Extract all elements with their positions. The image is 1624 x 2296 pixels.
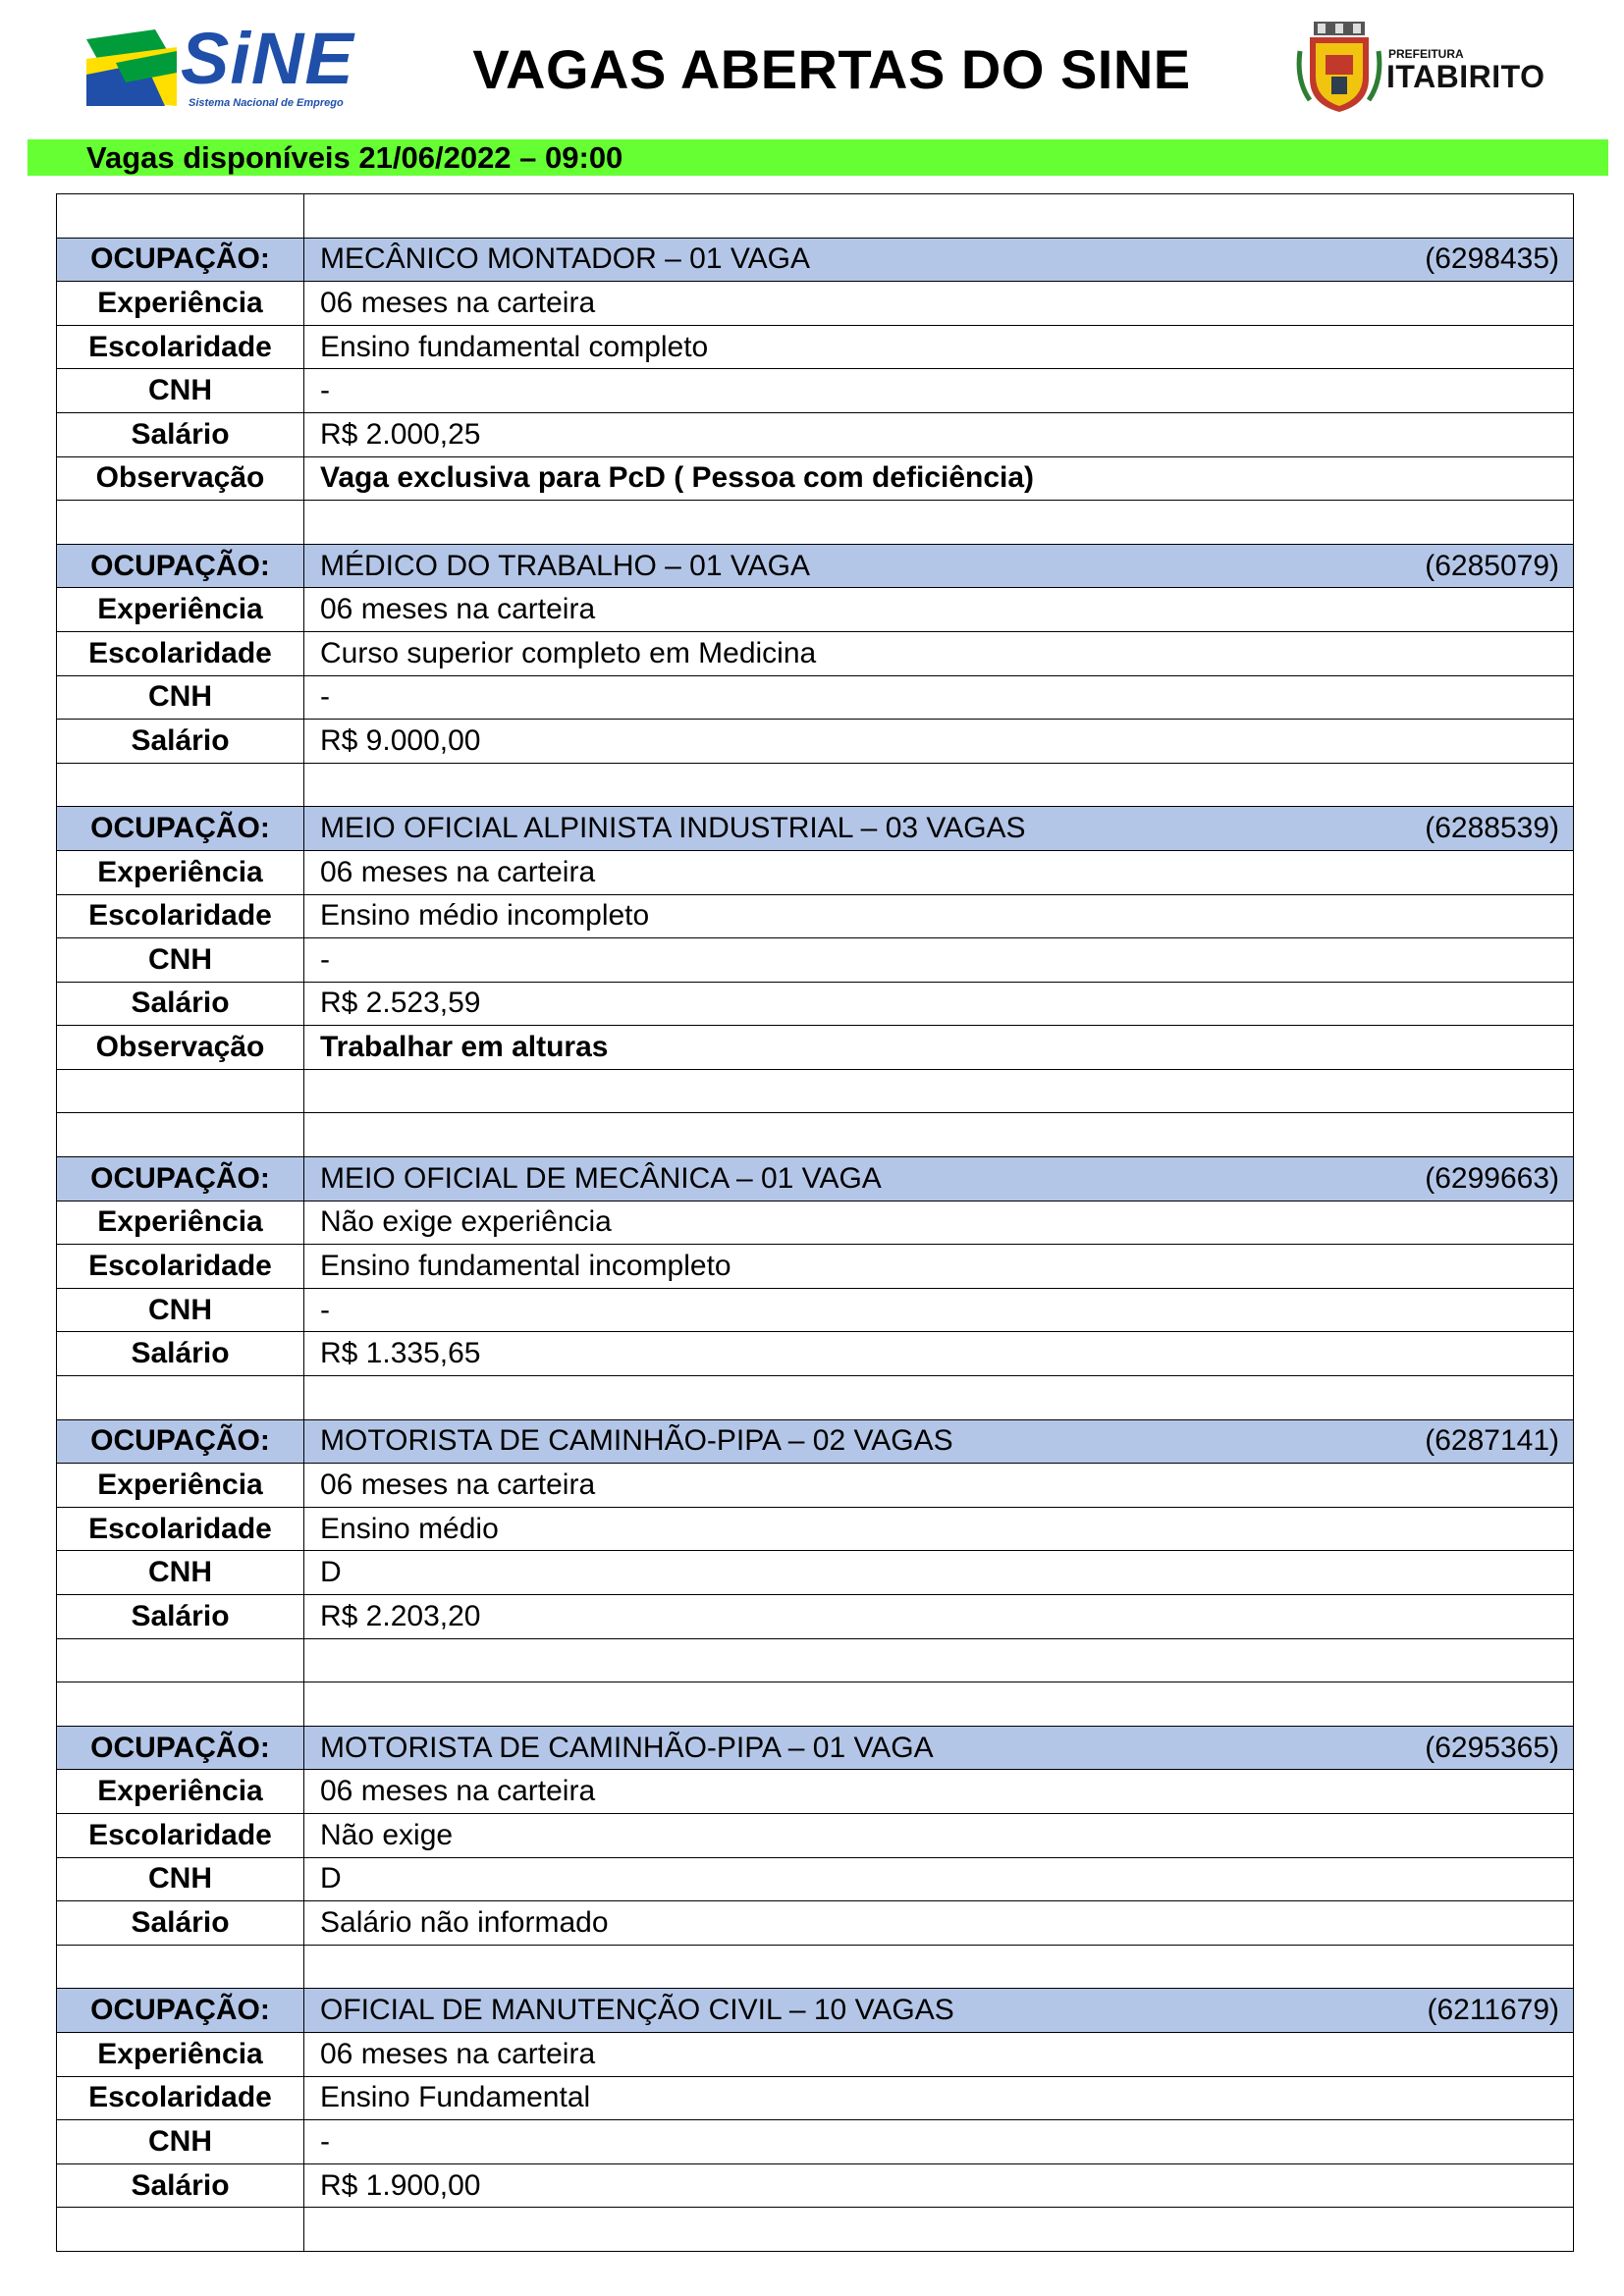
job-code: (6298435) bbox=[1425, 242, 1559, 276]
experience-row bbox=[57, 850, 1574, 894]
salary-label: Salário bbox=[57, 1595, 304, 1639]
education-value: Curso superior completo em Medicina bbox=[304, 631, 1574, 675]
spacer-row bbox=[57, 1638, 1574, 1682]
occupation-label: OCUPAÇÃO: bbox=[57, 544, 304, 588]
cnh-row bbox=[57, 1551, 1574, 1595]
salary-value: Salário não informado bbox=[304, 1901, 1574, 1946]
spacer-row bbox=[57, 501, 1574, 545]
experience-row bbox=[57, 588, 1574, 632]
cnh-value: - bbox=[304, 938, 1574, 983]
occupation-row bbox=[57, 807, 1574, 851]
occupation-cell bbox=[304, 807, 1574, 851]
education-row bbox=[57, 631, 1574, 675]
cnh-value: - bbox=[304, 1288, 1574, 1332]
job-code: (6299663) bbox=[1425, 1161, 1559, 1195]
education-label: Escolaridade bbox=[57, 1813, 304, 1857]
occupation-row bbox=[57, 1989, 1574, 2033]
cnh-value: - bbox=[304, 2120, 1574, 2164]
experience-label: Experiência bbox=[57, 1464, 304, 1508]
note-row bbox=[57, 456, 1574, 501]
experience-row bbox=[57, 2032, 1574, 2076]
experience-value: 06 meses na carteira bbox=[304, 850, 1574, 894]
occupation-label: OCUPAÇÃO: bbox=[57, 238, 304, 282]
salary-value: R$ 2.000,25 bbox=[304, 412, 1574, 456]
salary-row bbox=[57, 982, 1574, 1026]
job-title: MÉDICO DO TRABALHO – 01 VAGA bbox=[320, 549, 811, 582]
note-row bbox=[57, 1026, 1574, 1070]
education-value: Ensino fundamental incompleto bbox=[304, 1245, 1574, 1289]
salary-row bbox=[57, 2163, 1574, 2208]
education-row bbox=[57, 325, 1574, 369]
education-label: Escolaridade bbox=[57, 325, 304, 369]
job-title: MECÂNICO MONTADOR – 01 VAGA bbox=[320, 242, 810, 276]
experience-label: Experiência bbox=[57, 1201, 304, 1245]
note-value: Trabalhar em alturas bbox=[304, 1026, 1574, 1070]
education-label: Escolaridade bbox=[57, 1245, 304, 1289]
note-label: Observação bbox=[57, 456, 304, 501]
education-value: Ensino Fundamental bbox=[304, 2076, 1574, 2120]
job-title: MOTORISTA DE CAMINHÃO-PIPA – 02 VAGAS bbox=[320, 1424, 953, 1458]
education-label: Escolaridade bbox=[57, 2076, 304, 2120]
experience-row bbox=[57, 282, 1574, 326]
cnh-label: CNH bbox=[57, 1857, 304, 1901]
experience-value: 06 meses na carteira bbox=[304, 1464, 1574, 1508]
job-title: MOTORISTA DE CAMINHÃO-PIPA – 01 VAGA bbox=[320, 1731, 934, 1764]
spacer-row bbox=[57, 1069, 1574, 1113]
education-label: Escolaridade bbox=[57, 894, 304, 938]
salary-label: Salário bbox=[57, 1332, 304, 1376]
occupation-label: OCUPAÇÃO: bbox=[57, 1989, 304, 2033]
occupation-row bbox=[57, 1726, 1574, 1770]
education-row bbox=[57, 1245, 1574, 1289]
spacer-row bbox=[57, 1376, 1574, 1420]
cnh-label: CNH bbox=[57, 675, 304, 720]
cnh-value: - bbox=[304, 675, 1574, 720]
page-header bbox=[0, 0, 1624, 137]
salary-label: Salário bbox=[57, 2163, 304, 2208]
experience-value: 06 meses na carteira bbox=[304, 588, 1574, 632]
note-value: Vaga exclusiva para PcD ( Pessoa com deficiência) bbox=[304, 456, 1574, 501]
salary-label: Salário bbox=[57, 412, 304, 456]
education-row bbox=[57, 1813, 1574, 1857]
cnh-label: CNH bbox=[57, 2120, 304, 2164]
occupation-row bbox=[57, 1419, 1574, 1464]
experience-value: Não exige experiência bbox=[304, 1201, 1574, 1245]
cnh-row bbox=[57, 1288, 1574, 1332]
salary-value: R$ 9.000,00 bbox=[304, 720, 1574, 764]
occupation-label: OCUPAÇÃO: bbox=[57, 807, 304, 851]
salary-row bbox=[57, 1332, 1574, 1376]
prefeitura-label: PREFEITURA bbox=[1388, 47, 1464, 61]
occupation-row bbox=[57, 1157, 1574, 1201]
education-value: Ensino médio incompleto bbox=[304, 894, 1574, 938]
cnh-row bbox=[57, 2120, 1574, 2164]
experience-label: Experiência bbox=[57, 282, 304, 326]
job-code: (6287141) bbox=[1425, 1424, 1559, 1458]
experience-value: 06 meses na carteira bbox=[304, 1770, 1574, 1814]
job-title: MEIO OFICIAL DE MECÂNICA – 01 VAGA bbox=[320, 1161, 882, 1195]
cnh-value: - bbox=[304, 369, 1574, 413]
cnh-row bbox=[57, 1857, 1574, 1901]
job-listings-table bbox=[56, 193, 1574, 2252]
job-code: (6288539) bbox=[1425, 812, 1559, 845]
prefeitura-name: ITABIRITO bbox=[1386, 59, 1545, 94]
occupation-row bbox=[57, 544, 1574, 588]
experience-label: Experiência bbox=[57, 1770, 304, 1814]
occupation-row bbox=[57, 238, 1574, 282]
cnh-label: CNH bbox=[57, 1288, 304, 1332]
occupation-cell bbox=[304, 1157, 1574, 1201]
experience-value: 06 meses na carteira bbox=[304, 282, 1574, 326]
education-row bbox=[57, 1507, 1574, 1551]
cnh-row bbox=[57, 938, 1574, 983]
education-row bbox=[57, 2076, 1574, 2120]
job-code: (6211679) bbox=[1427, 1994, 1559, 2027]
coat-of-arms-icon bbox=[1296, 22, 1382, 116]
occupation-label: OCUPAÇÃO: bbox=[57, 1157, 304, 1201]
cnh-label: CNH bbox=[57, 369, 304, 413]
spacer-row bbox=[57, 194, 1574, 239]
salary-label: Salário bbox=[57, 982, 304, 1026]
occupation-cell bbox=[304, 544, 1574, 588]
job-title: OFICIAL DE MANUTENÇÃO CIVIL – 10 VAGAS bbox=[320, 1994, 954, 2027]
education-value: Não exige bbox=[304, 1813, 1574, 1857]
note-label: Observação bbox=[57, 1026, 304, 1070]
sine-logo-subtitle: Sistema Nacional de Emprego bbox=[189, 97, 344, 109]
cnh-value: D bbox=[304, 1857, 1574, 1901]
occupation-label: OCUPAÇÃO: bbox=[57, 1419, 304, 1464]
occupation-cell bbox=[304, 1989, 1574, 2033]
occupation-cell bbox=[304, 1419, 1574, 1464]
experience-label: Experiência bbox=[57, 2032, 304, 2076]
education-value: Ensino fundamental completo bbox=[304, 325, 1574, 369]
job-title: MEIO OFICIAL ALPINISTA INDUSTRIAL – 03 VAGAS bbox=[320, 812, 1026, 845]
spacer-row bbox=[57, 1113, 1574, 1157]
salary-value: R$ 2.203,20 bbox=[304, 1595, 1574, 1639]
salary-row bbox=[57, 1901, 1574, 1946]
prefeitura-logo bbox=[1296, 22, 1545, 116]
spacer-row bbox=[57, 1682, 1574, 1727]
salary-label: Salário bbox=[57, 720, 304, 764]
experience-label: Experiência bbox=[57, 588, 304, 632]
spacer-row bbox=[57, 763, 1574, 807]
experience-row bbox=[57, 1464, 1574, 1508]
salary-row bbox=[57, 720, 1574, 764]
salary-value: R$ 2.523,59 bbox=[304, 982, 1574, 1026]
spacer-row bbox=[57, 2208, 1574, 2252]
education-value: Ensino médio bbox=[304, 1507, 1574, 1551]
experience-row bbox=[57, 1770, 1574, 1814]
salary-row bbox=[57, 412, 1574, 456]
cnh-row bbox=[57, 675, 1574, 720]
education-label: Escolaridade bbox=[57, 1507, 304, 1551]
salary-row bbox=[57, 1595, 1574, 1639]
occupation-cell bbox=[304, 238, 1574, 282]
sine-logo-text: SiNE bbox=[181, 18, 354, 99]
availability-date-text: Vagas disponíveis 21/06/2022 – 09:00 bbox=[86, 140, 623, 175]
cnh-label: CNH bbox=[57, 938, 304, 983]
experience-value: 06 meses na carteira bbox=[304, 2032, 1574, 2076]
experience-row bbox=[57, 1201, 1574, 1245]
salary-value: R$ 1.335,65 bbox=[304, 1332, 1574, 1376]
occupation-label: OCUPAÇÃO: bbox=[57, 1726, 304, 1770]
occupation-cell bbox=[304, 1726, 1574, 1770]
spacer-row bbox=[57, 1945, 1574, 1989]
cnh-label: CNH bbox=[57, 1551, 304, 1595]
cnh-row bbox=[57, 369, 1574, 413]
job-code: (6285079) bbox=[1425, 549, 1559, 582]
job-code: (6295365) bbox=[1425, 1731, 1559, 1764]
salary-label: Salário bbox=[57, 1901, 304, 1946]
page-title-text: VAGAS ABERTAS DO SINE bbox=[472, 38, 1191, 100]
education-row bbox=[57, 894, 1574, 938]
experience-label: Experiência bbox=[57, 850, 304, 894]
education-label: Escolaridade bbox=[57, 631, 304, 675]
cnh-value: D bbox=[304, 1551, 1574, 1595]
availability-date-bar bbox=[27, 139, 1608, 176]
salary-value: R$ 1.900,00 bbox=[304, 2163, 1574, 2208]
